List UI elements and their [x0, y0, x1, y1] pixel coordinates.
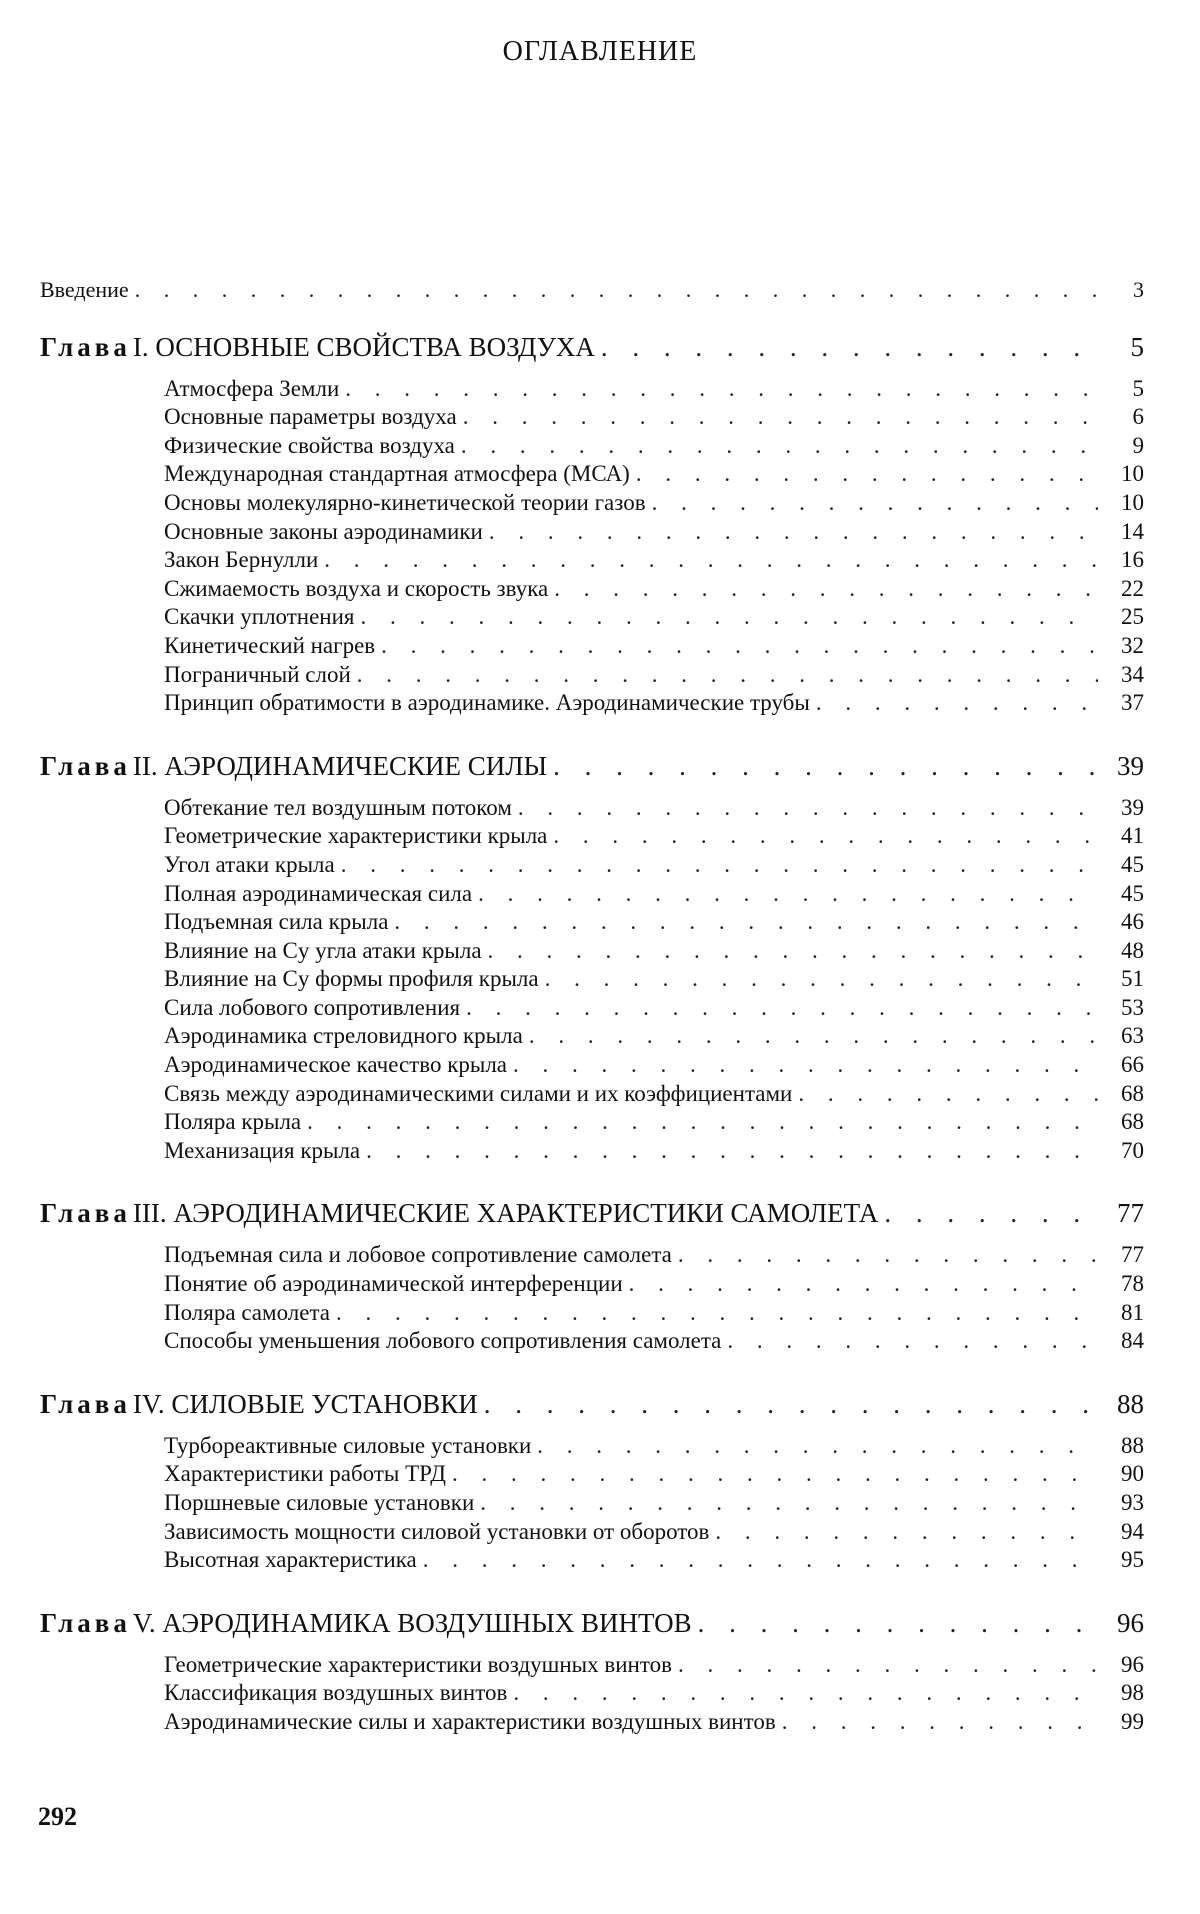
toc-entry-text: Полная аэродинамическая сила	[164, 880, 473, 906]
toc-entry-text: Классификация воздушных винтов	[164, 1680, 508, 1706]
leader-dots	[513, 1051, 1098, 1080]
leader-dots	[652, 489, 1098, 518]
leader-dots	[341, 851, 1098, 880]
toc-page-number: 96	[1121, 1651, 1144, 1677]
chapter-title: V. АЭРОДИНАМИКА ВОЗДУШНЫХ ВИНТОВ	[132, 1607, 692, 1638]
toc-page-number: 46	[1121, 909, 1144, 935]
toc-entry-text: Зависимость мощности силовой установки от оборотов	[164, 1518, 710, 1544]
toc-entry	[40, 1080, 1144, 1109]
toc-entry	[40, 1241, 1144, 1270]
leader-dots	[466, 994, 1098, 1023]
leader-dots	[461, 432, 1098, 461]
chapter-label: Глава	[40, 1198, 131, 1229]
toc-entry	[40, 1546, 1144, 1575]
toc-entry	[40, 851, 1144, 880]
toc-entry	[40, 794, 1144, 823]
toc-entry	[40, 1489, 1144, 1518]
toc-entry	[40, 1651, 1144, 1680]
leader-dots	[518, 794, 1098, 823]
toc-entry-text: Аэродинамика стреловидного крыла	[164, 1023, 523, 1049]
table-of-contents	[40, 276, 1144, 1737]
toc-page-number: 25	[1121, 604, 1144, 630]
toc-entry	[40, 1022, 1144, 1051]
toc-entry	[40, 1108, 1144, 1137]
toc-page-number: 94	[1121, 1518, 1144, 1544]
toc-page-number: 81	[1121, 1299, 1144, 1325]
toc-page-number: 51	[1121, 966, 1144, 992]
toc-page-number: 68	[1121, 1080, 1144, 1106]
toc-entry-text: Основные законы аэродинамики	[164, 518, 483, 544]
leader-dots	[336, 1299, 1098, 1328]
leader-dots	[545, 965, 1098, 994]
chapter-label: Глава	[40, 750, 131, 781]
leader-dots	[452, 1460, 1098, 1489]
chapter-title: I. ОСНОВНЫЕ СВОЙСТВА ВОЗДУХА	[132, 331, 595, 362]
toc-entry-text: Сила лобового сопротивления	[164, 994, 461, 1020]
toc-entry-text: Поляра крыла	[164, 1109, 302, 1135]
leader-dots	[489, 518, 1098, 547]
leader-dots	[423, 1546, 1098, 1575]
toc-page-number: 78	[1121, 1271, 1144, 1297]
toc-entry-text: Сжимаемость воздуха и скорость звука	[164, 575, 549, 601]
toc-entry-text: Поляра самолета	[164, 1299, 330, 1325]
chapter-list	[40, 329, 1144, 1737]
toc-page-number: 93	[1121, 1490, 1144, 1515]
leader-dots	[478, 880, 1098, 909]
leader-dots	[816, 689, 1098, 718]
toc-entry	[40, 822, 1144, 851]
toc-entry-text: Кинетический нагрев	[164, 632, 376, 658]
toc-page-number: 95	[1121, 1547, 1144, 1573]
leader-dots	[307, 1108, 1098, 1137]
chapter-title: III. АЭРОДИНАМИЧЕСКИЕ ХАРАКТЕРИСТИКИ САМОЛЕТА	[132, 1198, 879, 1229]
leader-dots	[513, 1679, 1098, 1708]
leader-dots	[698, 1605, 1098, 1641]
leader-dots	[553, 748, 1098, 784]
toc-entry-text: Связь между аэродинамическими силами и их коэффициентами	[164, 1080, 793, 1106]
toc-page-number: 5	[1132, 375, 1144, 401]
toc-entry-text: Основные параметры воздуха	[164, 404, 457, 430]
leader-dots	[554, 575, 1098, 604]
toc-page-number: 14	[1121, 518, 1144, 544]
toc-entry-text: Физические свойства воздуха	[164, 432, 455, 458]
leader-dots	[636, 460, 1098, 489]
toc-page-number: 45	[1121, 880, 1144, 906]
toc-page-number: 37	[1121, 690, 1144, 716]
toc-entry-text: Принцип обратимости в аэродинамике. Аэродинамические трубы	[164, 690, 810, 716]
leader-dots	[484, 1386, 1098, 1422]
toc-entry-text: Влияние на Cy формы профиля крыла	[164, 966, 539, 992]
toc-entry	[40, 965, 1144, 994]
toc-page-number: 41	[1121, 823, 1144, 849]
toc-page-number: 34	[1121, 661, 1144, 687]
toc-page-number: 10	[1121, 489, 1144, 515]
chapter-page-number: 5	[1130, 331, 1144, 362]
toc-page-number: 90	[1121, 1461, 1144, 1487]
leader-dots	[381, 632, 1098, 661]
chapter-page-number: 77	[1117, 1198, 1144, 1229]
toc-entry	[40, 1327, 1144, 1356]
toc-page-number: 53	[1121, 994, 1144, 1020]
leader-dots	[884, 1195, 1098, 1231]
leader-dots	[529, 1022, 1098, 1051]
toc-page-number: 77	[1121, 1242, 1144, 1268]
leader-dots	[782, 1708, 1098, 1737]
chapter-heading	[40, 748, 1144, 784]
leader-dots	[678, 1651, 1098, 1680]
toc-entry	[40, 994, 1144, 1023]
toc-entry	[40, 1137, 1144, 1166]
toc-page-number: 98	[1121, 1680, 1144, 1706]
toc-page-number: 66	[1121, 1052, 1144, 1078]
page-title: ОГЛАВЛЕНИЕ	[502, 36, 698, 67]
toc-page-number: 16	[1121, 547, 1144, 573]
toc-entry	[40, 546, 1144, 575]
toc-page-number: 70	[1121, 1137, 1144, 1163]
toc-entry-text: Закон Бернулли	[164, 547, 319, 573]
leader-dots	[715, 1518, 1098, 1547]
toc-entry	[40, 518, 1144, 547]
page-number: 292	[38, 1802, 77, 1831]
leader-dots	[678, 1241, 1098, 1270]
leader-dots	[553, 822, 1098, 851]
toc-page-number: 10	[1121, 461, 1144, 487]
leader-dots	[798, 1080, 1098, 1109]
leader-dots	[480, 1489, 1098, 1518]
toc-page-number: 45	[1121, 851, 1144, 877]
leader-dots	[629, 1270, 1098, 1299]
chapter-title: IV. СИЛОВЫЕ УСТАНОВКИ	[132, 1388, 478, 1419]
toc-page-number: 88	[1121, 1432, 1144, 1458]
toc-entry-text: Атмосфера Земли	[164, 375, 340, 401]
toc-page-number: 68	[1121, 1109, 1144, 1135]
chapter-heading	[40, 1386, 1144, 1422]
toc-page-number: 32	[1121, 632, 1144, 658]
toc-entry	[40, 575, 1144, 604]
toc-entry-text: Основы молекулярно-кинетической теории газов	[164, 489, 646, 515]
leader-dots	[357, 661, 1098, 690]
toc-entry-text: Обтекание тел воздушным потоком	[164, 794, 512, 820]
toc-entry	[40, 689, 1144, 718]
toc-entry-text: Угол атаки крыла	[164, 851, 335, 877]
toc-page-number: 22	[1121, 575, 1144, 601]
toc-entry	[40, 632, 1144, 661]
chapter-page-number: 88	[1117, 1388, 1144, 1419]
toc-entry	[40, 908, 1144, 937]
toc-entry-text: Геометрические характеристики воздушных винтов	[164, 1651, 672, 1677]
chapter-title: II. АЭРОДИНАМИЧЕСКИЕ СИЛЫ	[132, 750, 548, 781]
chapter-label: Глава	[40, 1388, 131, 1419]
chapter-heading	[40, 1605, 1144, 1641]
toc-entry	[40, 880, 1144, 909]
toc-entry	[40, 375, 1144, 404]
toc-entry	[40, 603, 1144, 632]
toc-entry	[40, 1432, 1144, 1461]
toc-entry-intro	[40, 276, 1144, 305]
toc-page-number: 84	[1121, 1328, 1144, 1354]
leader-dots	[345, 375, 1098, 404]
toc-page-number: 9	[1132, 432, 1144, 458]
toc-entry-text: Понятие об аэродинамической интерференции	[164, 1271, 623, 1297]
leader-dots	[361, 603, 1098, 632]
toc-entry	[40, 1299, 1144, 1328]
toc-page-number: 6	[1132, 404, 1144, 430]
toc-entry-text: Подъемная сила крыла	[164, 909, 389, 935]
toc-page-number: 63	[1121, 1023, 1144, 1049]
toc-entry	[40, 489, 1144, 518]
leader-dots	[135, 276, 1098, 305]
toc-entry-text: Способы уменьшения лобового сопротивления самолета	[164, 1328, 722, 1354]
toc-entry-text: Введение	[40, 277, 129, 302]
toc-entry-text: Международная стандартная атмосфера (МСА)	[164, 461, 630, 487]
toc-entry-text: Влияние на Cy угла атаки крыла	[164, 937, 482, 963]
toc-page-number: 39	[1121, 794, 1144, 820]
toc-entry	[40, 1679, 1144, 1708]
toc-entry	[40, 432, 1144, 461]
toc-entry-text: Аэродинамическое качество крыла	[164, 1052, 508, 1078]
toc-entry-text: Характеристики работы ТРД	[164, 1461, 446, 1487]
leader-dots	[727, 1327, 1098, 1356]
toc-entry	[40, 1518, 1144, 1547]
toc-entry-text: Геометрические характеристики крыла	[164, 823, 548, 849]
toc-entry	[40, 403, 1144, 432]
toc-entry	[40, 661, 1144, 690]
chapter-heading	[40, 329, 1144, 365]
toc-entry-text: Пограничный слой	[164, 661, 351, 687]
chapter-page-number: 39	[1117, 750, 1144, 781]
toc-entry-text: Аэродинамические силы и характеристики воздушных винтов	[164, 1708, 776, 1734]
toc-entry-text: Высотная характеристика	[164, 1547, 417, 1573]
chapter-heading	[40, 1195, 1144, 1231]
leader-dots	[394, 908, 1098, 937]
chapter-label: Глава	[40, 1607, 131, 1638]
toc-entry-text: Механизация крыла	[164, 1137, 361, 1163]
leader-dots	[601, 329, 1098, 365]
toc-entry	[40, 1270, 1144, 1299]
toc-entry	[40, 1460, 1144, 1489]
leader-dots	[463, 403, 1098, 432]
toc-entry	[40, 937, 1144, 966]
toc-page-number: 48	[1121, 937, 1144, 963]
leader-dots	[537, 1432, 1098, 1461]
leader-dots	[324, 546, 1098, 575]
chapter-page-number: 96	[1117, 1607, 1144, 1638]
toc-entry	[40, 1708, 1144, 1737]
chapter-label: Глава	[40, 331, 131, 362]
toc-page-number: 99	[1121, 1708, 1144, 1734]
toc-entry-text: Турбореактивные силовые установки	[164, 1432, 532, 1458]
leader-dots	[488, 937, 1098, 966]
toc-entry-text: Поршневые силовые установки	[164, 1490, 475, 1515]
toc-page-number: 3	[1133, 277, 1144, 302]
toc-entry	[40, 1051, 1144, 1080]
toc-entry-text: Скачки уплотнения	[164, 604, 355, 630]
toc-entry	[40, 460, 1144, 489]
toc-entry-text: Подъемная сила и лобовое сопротивление самолета	[164, 1242, 672, 1268]
leader-dots	[366, 1137, 1098, 1166]
